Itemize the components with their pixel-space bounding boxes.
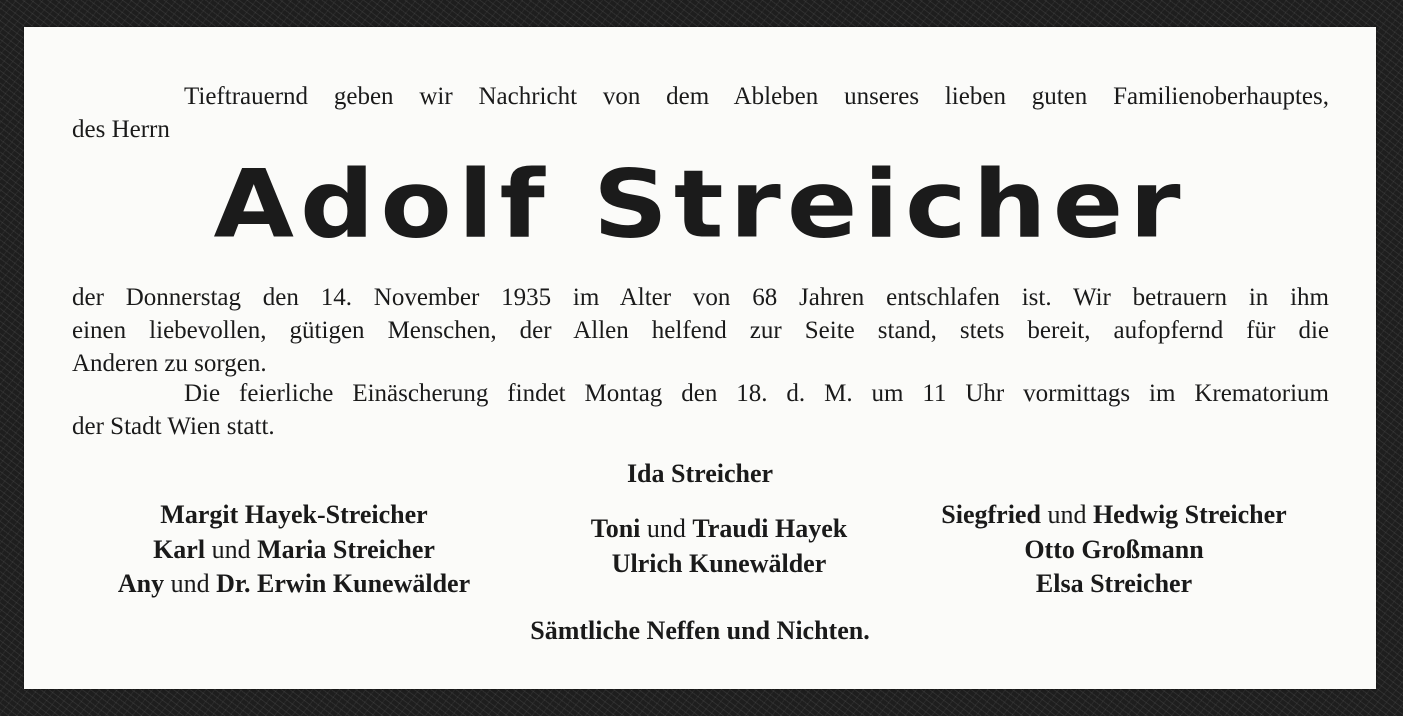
conjunction: und	[211, 535, 251, 564]
signatory-left-row-2	[64, 533, 524, 567]
signatory-name: Traudi Hayek	[692, 514, 848, 543]
signatory-right-row-1	[884, 498, 1344, 532]
signatory-middle-row-2: Ulrich Kunewälder	[611, 549, 827, 578]
signatory-right-row-2: Otto Großmann	[1024, 535, 1204, 564]
signatory-closing: Sämtliche Neffen und Nichten.	[530, 616, 870, 645]
signatory-widow: Ida Streicher	[626, 459, 774, 488]
signatory-name: Siegfried	[941, 500, 1041, 529]
signatory-name: Hedwig Streicher	[1092, 500, 1287, 529]
conjunction: und	[646, 514, 686, 543]
signatory-right-row-3: Elsa Streicher	[1035, 569, 1193, 598]
signatory-middle-row-1	[504, 512, 934, 546]
intro-line-2: des Herrn	[72, 116, 170, 143]
signatory-name: Toni	[590, 514, 641, 543]
deceased-name: Adolf Streicher	[213, 149, 1187, 259]
signatory-name: Maria Streicher	[257, 535, 435, 564]
body-line-1: der Donnerstag den 14. November 1935 im Alter von 68 Jahren entschlafen ist. Wir betrauern in ihm	[72, 284, 1329, 311]
intro-line-1: Tieftrauernd geben wir Nachricht von dem Ableben unseres lieben guten Familienoberhauptes,	[184, 83, 1329, 110]
conjunction: und	[1047, 500, 1087, 529]
signatory-name: Karl	[153, 535, 206, 564]
body-line-2: einen liebevollen, gütigen Menschen, der Allen helfend zur Seite stand, stets bereit, aufopfernd für die	[72, 317, 1329, 344]
obituary-notice	[24, 27, 1376, 689]
body-line-5: der Stadt Wien statt.	[72, 413, 275, 440]
signatory-left-row-1: Margit Hayek-Streicher	[160, 500, 428, 529]
body-line-4: Die feierliche Einäscherung findet Montag den 18. d. M. um 11 Uhr vormittags im Krematorium	[184, 380, 1329, 407]
signatory-name: Any	[117, 569, 165, 598]
signatory-name: Dr. Erwin Kunewälder	[216, 569, 471, 598]
signatory-left-row-3	[64, 567, 524, 601]
conjunction: und	[170, 569, 210, 598]
body-line-3: Anderen zu sorgen.	[72, 350, 267, 377]
